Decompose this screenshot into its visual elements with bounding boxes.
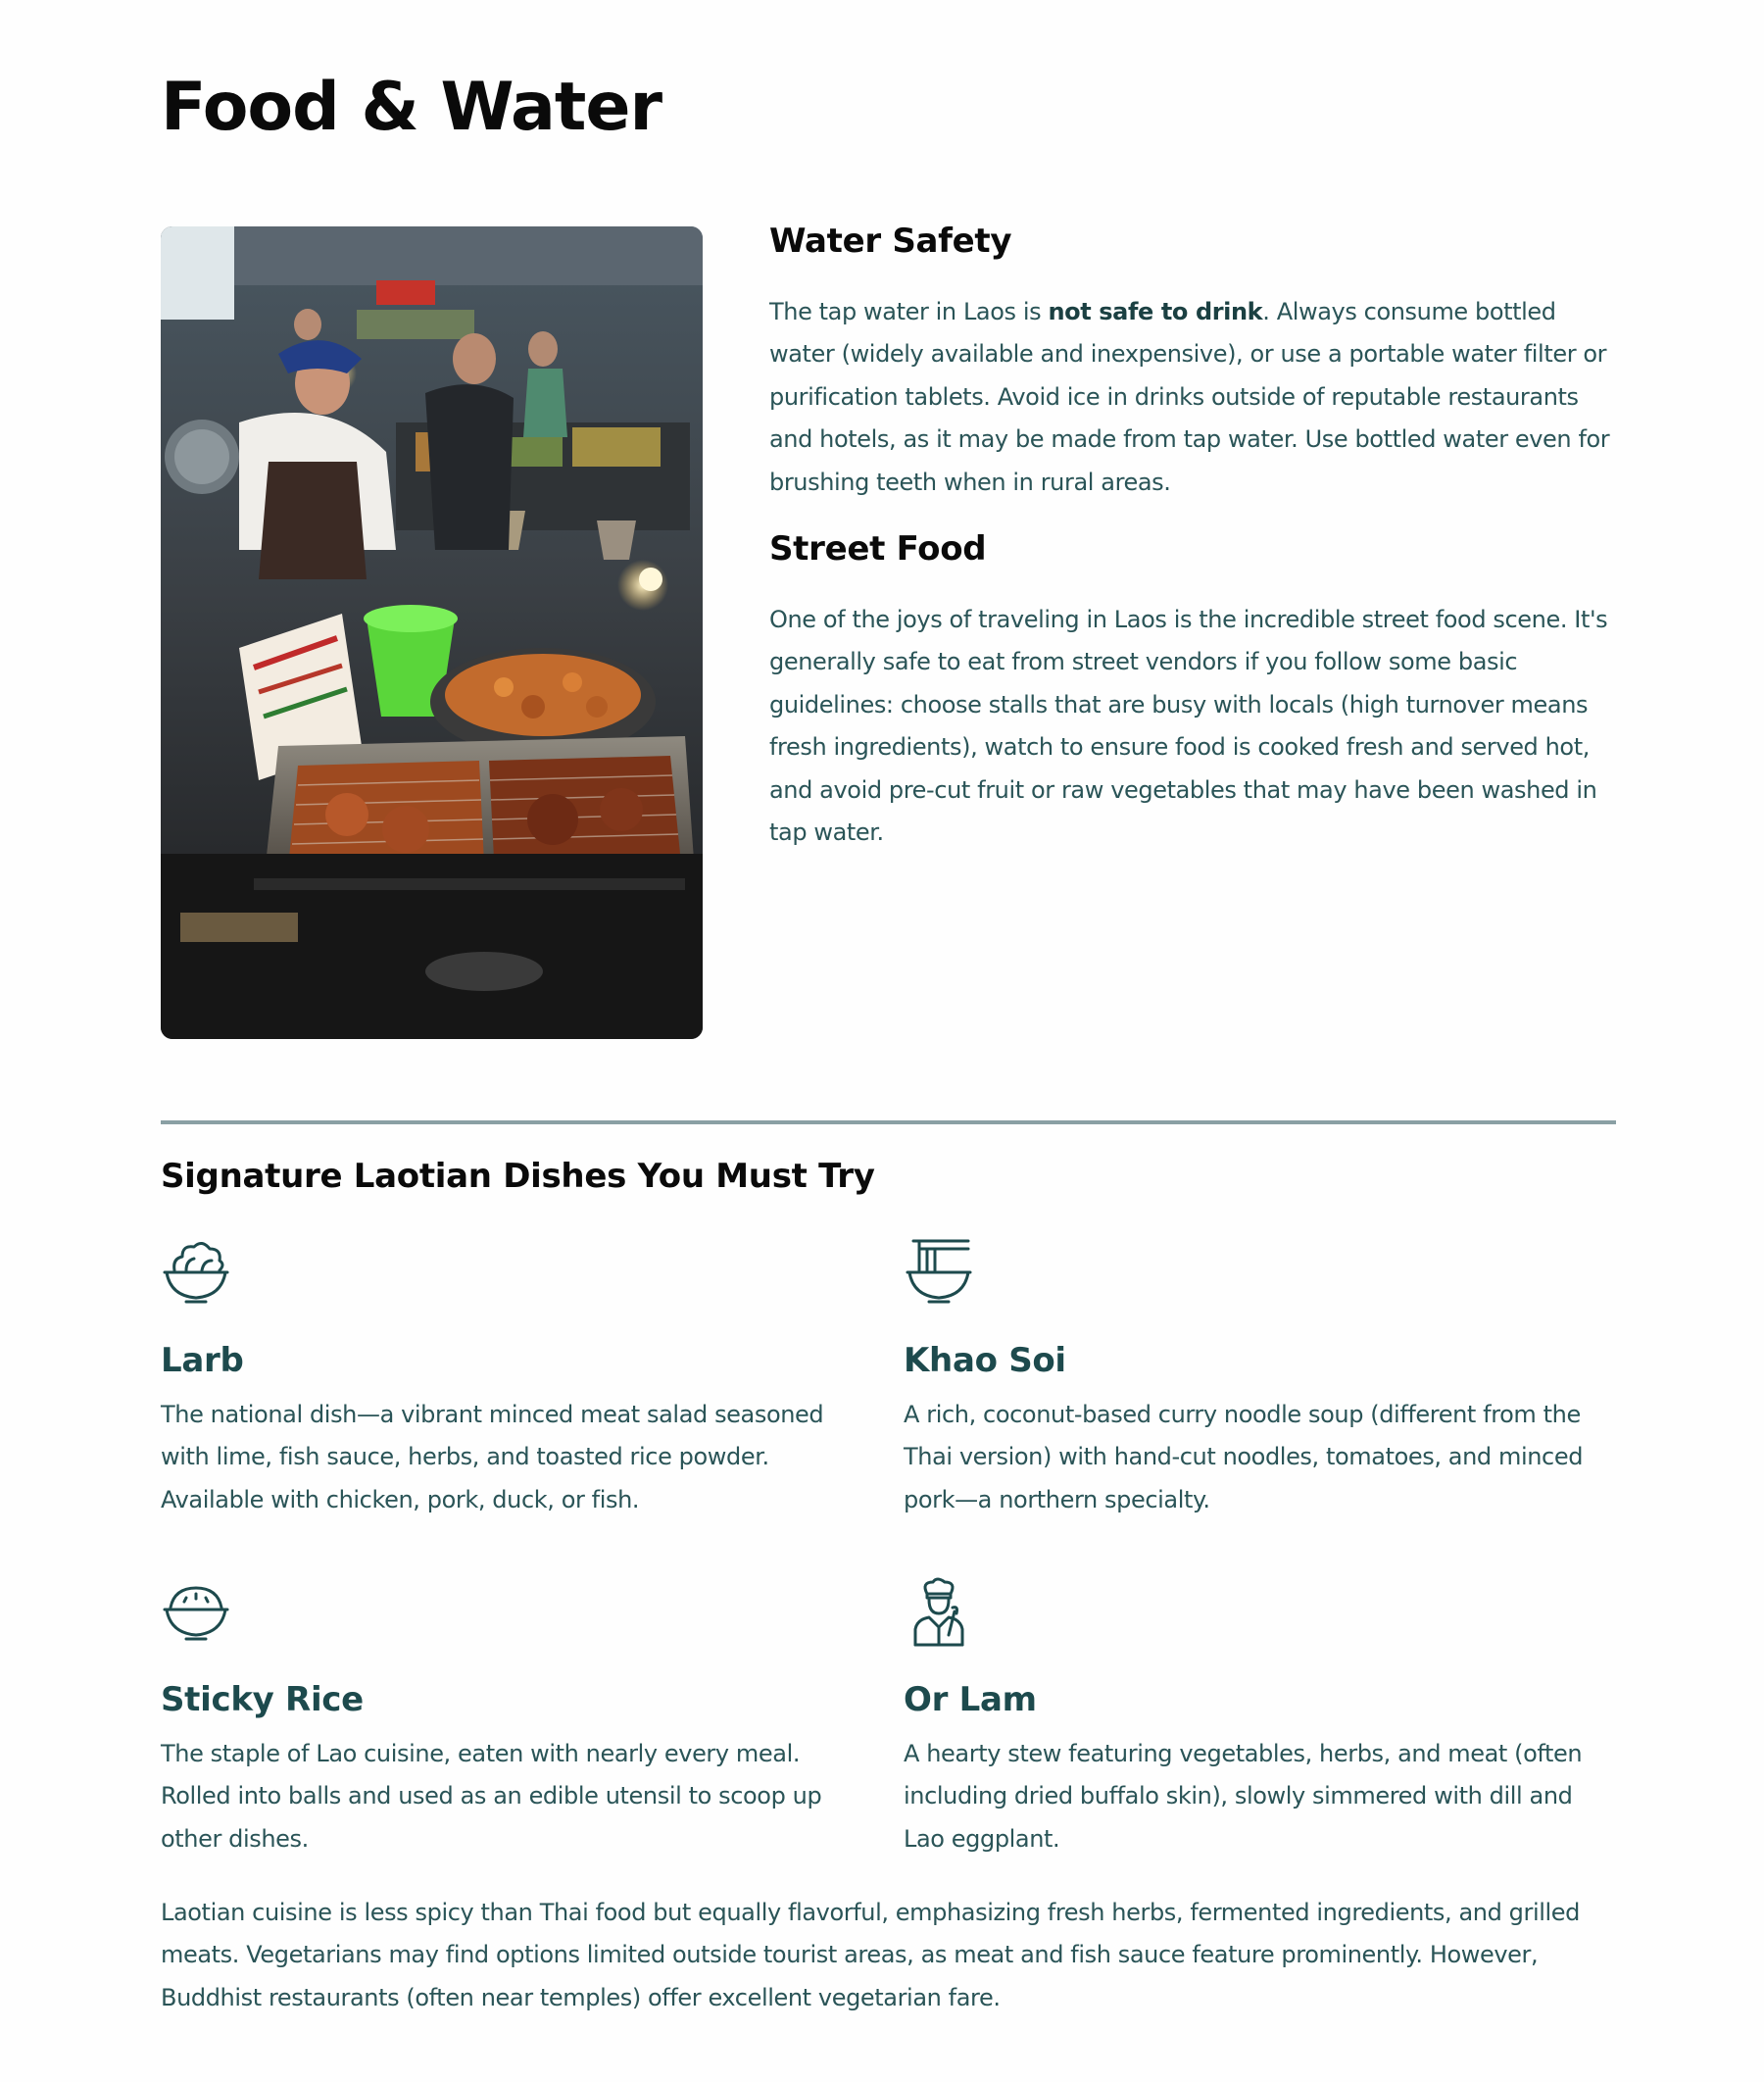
- closing-paragraph: Laotian cuisine is less spicy than Thai food but equally flavorful, emphasizing fresh herbs, fermented ingredients, and grilled meats. Vegetarians may find options limited outside tourist areas, as meat and fish sauce feature prominently. However, Buddhist restaurants (often near temples) offer excellent vegetarian fare.: [161, 1899, 1580, 2011]
- street-food-heading: Street Food: [769, 529, 987, 569]
- street-food-photo: [161, 226, 703, 1039]
- water-safety-heading: Water Safety: [769, 222, 1012, 261]
- salad-bowl-icon: [161, 1237, 231, 1308]
- dish-name: Larb: [161, 1341, 244, 1380]
- dishes-heading: Signature Laotian Dishes You Must Try: [161, 1157, 875, 1196]
- dish-description: The staple of Lao cuisine, eaten with nearly every meal. Rolled into balls and used as an edible utensil to scoop up other dishes.: [161, 1740, 822, 1853]
- water-safety-text: [769, 291, 1617, 504]
- page-title: Food & Water: [161, 69, 662, 146]
- dish-name: Khao Soi: [904, 1341, 1066, 1380]
- water-text-rest: . Always consume bottled water (widely available and inexpensive), or use a portable water filter or purification tablets. Avoid ice in drinks outside of reputable restaurants and hotels, as it may be made from tap water. Use bottled water even for brushing teeth when in rural areas.: [769, 298, 1610, 496]
- dish-description: A hearty stew featuring vegetables, herbs, and meat (often including dried buffalo skin), slowly simmered with dill and Lao eggplant.: [904, 1740, 1583, 1853]
- water-text-intro: The tap water in Laos is: [769, 298, 1049, 325]
- street-food-text: One of the joys of traveling in Laos is the incredible street food scene. It's generally safe to eat from street vendors if you follow some basic guidelines: choose stalls that are busy with locals (high turnover means fresh ingredients), watch to ensure food is cooked fresh and served hot, and avoid pre-cut fruit or raw vegetables that may have been washed in tap water.: [769, 606, 1608, 847]
- water-warning-emphasis: not safe to drink: [1048, 298, 1263, 325]
- chef-icon: [904, 1576, 974, 1647]
- dish-description: The national dish—a vibrant minced meat salad seasoned with lime, fish sauce, herbs, and toasted rice powder. Available with chicken, pork, duck, or fish.: [161, 1401, 824, 1513]
- rice-bowl-icon: [161, 1576, 231, 1647]
- dish-description: A rich, coconut-based curry noodle soup (different from the Thai version) with hand-cut noodles, tomatoes, and minced pork—a northern specialty.: [904, 1401, 1584, 1513]
- noodle-bowl-icon: [904, 1237, 974, 1308]
- section-divider: [161, 1120, 1616, 1124]
- dish-name: Sticky Rice: [161, 1680, 364, 1719]
- dish-name: Or Lam: [904, 1680, 1037, 1719]
